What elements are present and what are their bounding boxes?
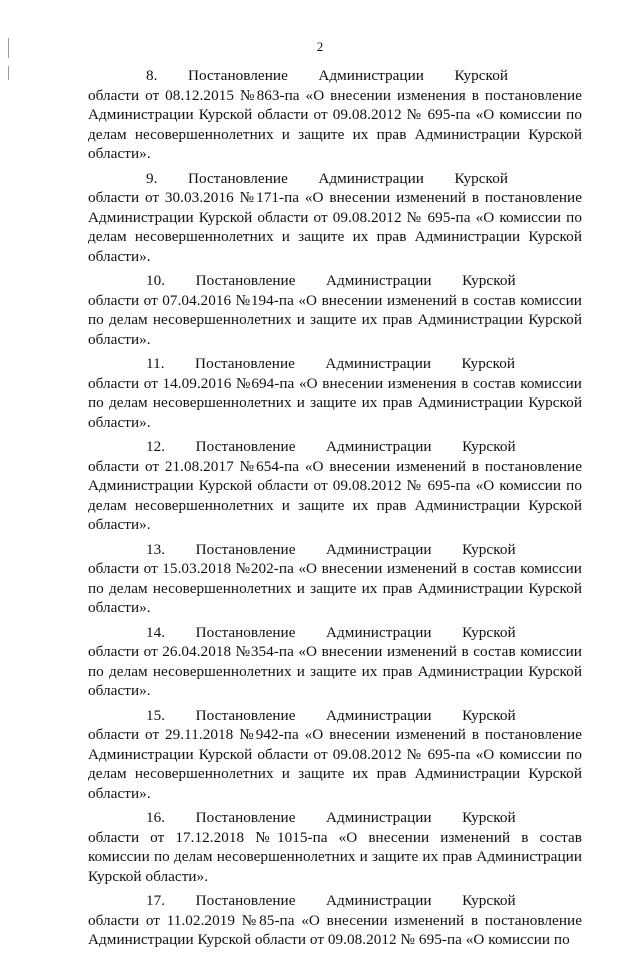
list-item: 16. Постановление Администрации Курской области от 17.12.2018 №1015-па «О внесении изменений в состав комиссии по делам несовершеннолетних и защите их прав Администрации Курской области». (88, 809, 582, 885)
list-item: 11. Постановление Администрации Курской области от 14.09.2016 №694-па «О внесении изменения в состав комиссии по делам несовершеннолетних и защите их прав Администрации Курской области». (88, 355, 582, 431)
scan-edge-mark (8, 66, 9, 80)
list-item: 8. Постановление Администрации Курской области от 08.12.2015 №863-па «О внесении изменения в постановление Администрации Курской области от 09.08.2012 № 695-па «О комиссии по делам несовершеннолетних и защите их прав Администрации Курской области». (88, 67, 582, 163)
list-item: 13. Постановление Администрации Курской области от 15.03.2018 №202-па «О внесении изменений в состав комиссии по делам несовершеннолетних и защите их прав Администрации Курской области». (88, 540, 582, 617)
list-item: 17. Постановление Администрации Курской области от 11.02.2019 №85-па «О внесении изменений в постановление Администрации Курской области от 09.08.2012 № 695-па «О комиссии по (88, 892, 582, 949)
list-item: 12. Постановление Администрации Курской области от 21.08.2017 №654-па «О внесении изменений в постановление Администрации Курской области от 09.08.2012 № 695-па «О комиссии по делам несовершеннолетних и защите их прав Администрации Курской области». (88, 438, 582, 534)
list-item: 9. Постановление Администрации Курской области от 30.03.2016 №171-па «О внесении изменений в постановление Администрации Курской области от 09.08.2012 № 695-па «О комиссии по делам несовершеннолетних и защите их прав Администрации Курской области». (88, 169, 582, 265)
list-item: 10. Постановление Администрации Курской области от 07.04.2016 №194-па «О внесении изменений в состав комиссии по делам несовершеннолетних и защите их прав Администрации Курской области». (88, 272, 582, 348)
list-item: 14. Постановление Администрации Курской области от 26.04.2018 №354-па «О внесении изменений в состав комиссии по делам несовершеннолетних и защите их прав Администрации Курской области». (88, 623, 582, 700)
page-number: 2 (316, 39, 324, 54)
document-body (88, 66, 582, 954)
list-item: 15. Постановление Администрации Курской области от 29.11.2018 №942-па «О внесении изменений в постановление Администрации Курской области от 09.08.2012 № 695-па «О комиссии по делам несовершеннолетних и защите их прав Администрации Курской области». (88, 706, 582, 802)
